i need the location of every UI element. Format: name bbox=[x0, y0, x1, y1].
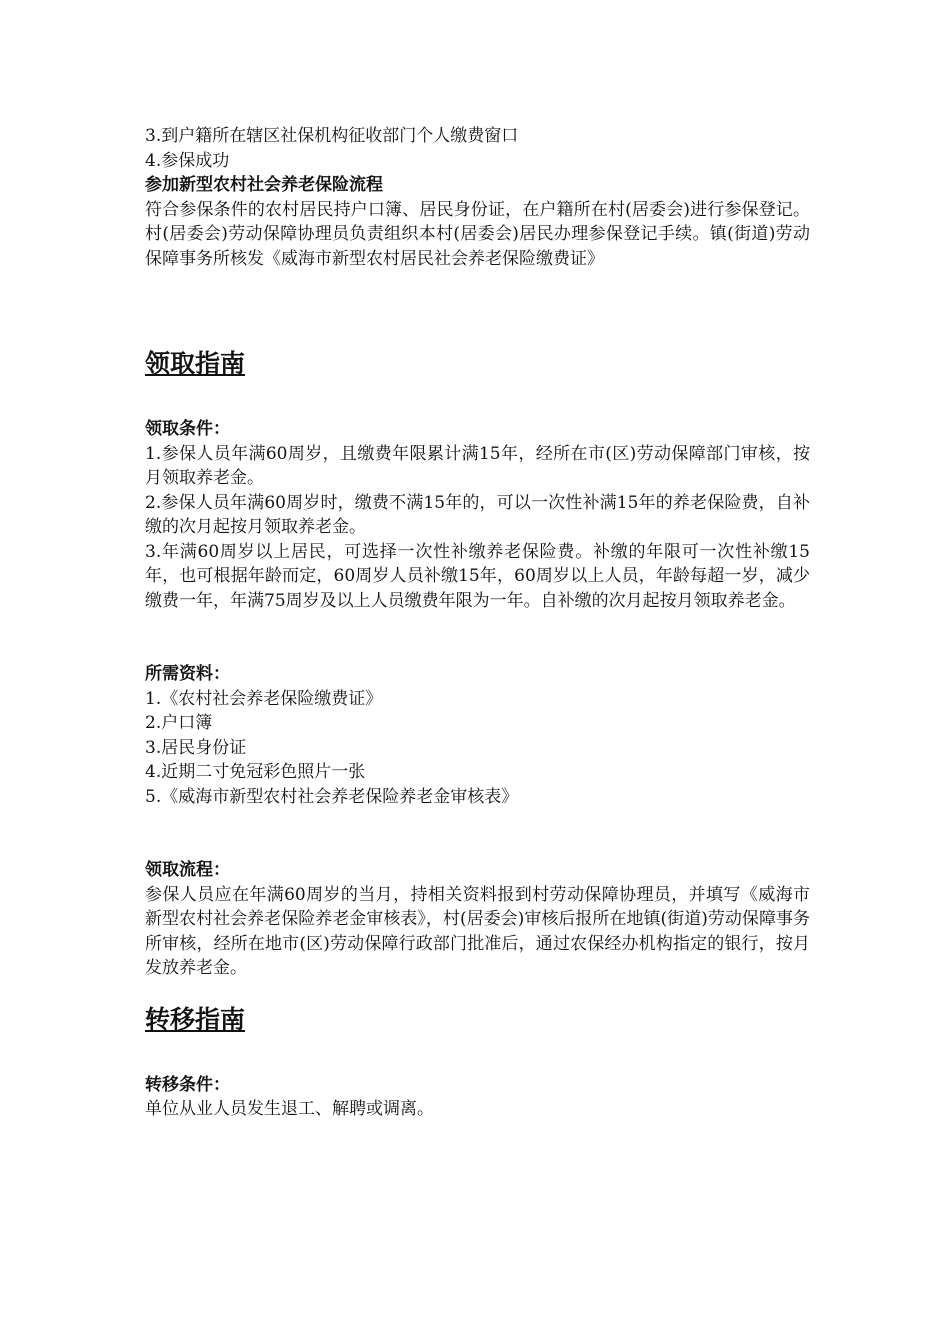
receive-guide-title: 领取指南 bbox=[145, 349, 246, 378]
transfer-conditions-text: 单位从业人员发生退工、解聘或调离。 bbox=[145, 1099, 434, 1119]
receive-condition-2: 2.参保人员年满60周岁时，缴费不满15年的，可以一次性补满15年的养老保险费，自补缴的次月起按月领取养老金。 bbox=[145, 492, 810, 537]
material-item-3: 3.居民身份证 bbox=[145, 737, 247, 758]
transfer-conditions-heading: 转移条件： bbox=[145, 1074, 230, 1095]
material-item-1: 1.《农村社会养老保险缴费证》 bbox=[145, 688, 383, 709]
material-item-4: 4.近期二寸免冠彩色照片一张 bbox=[145, 762, 366, 782]
material-item-5: 5.《威海市新型农村社会养老保险养老金审核表》 bbox=[145, 786, 519, 807]
process-heading: 参加新型农村社会养老保险流程 bbox=[145, 175, 383, 195]
flow-text: 参保人员应在年满60周岁的当月，持相关资料报到村劳动保障协理员，并填写《威海市新型农村社会养老保险养老金审核表》，村(居委会)审核后报所在地镇(街道)劳动保障事务所审核，经所在地市(区)劳动保障行政部门批准后，通过农保经办机构指定的银行，按月发放养老金。 bbox=[145, 884, 810, 978]
receive-condition-1: 1.参保人员年满60周岁，且缴费年限累计满15年，经所在市(区)劳动保障部门审核，按月领取养老金。 bbox=[145, 443, 810, 488]
receive-condition-3: 3.年满60周岁以上居民，可选择一次性补缴养老保险费。补缴的年限可一次性补缴15年，也可根据年龄而定，60周岁人员补缴15年，60周岁以上人员，年龄每超一岁，减少缴费一年，年满75周岁及以上人员缴费年限为一年。自补缴的次月起按月领取养老金。 bbox=[145, 541, 810, 611]
process-text: 符合参保条件的农村居民持户口簿、居民身份证，在户籍所在村(居委会)进行参保登记。村(居委会)劳动保障协理员负责组织本村(居委会)居民办理参保登记手续。镇(街道)劳动保障事务所核发《威海市新型农村居民社会养老保险缴费证》 bbox=[145, 199, 810, 269]
flow-heading: 领取流程： bbox=[145, 860, 230, 880]
step-3: 3.到户籍所在辖区社保机构征收部门个人缴费窗口 bbox=[145, 126, 519, 146]
transfer-guide-title: 转移指南 bbox=[145, 1004, 246, 1034]
materials-heading: 所需资料： bbox=[145, 664, 230, 684]
material-item-2: 2.户口簿 bbox=[145, 713, 213, 733]
step-4: 4.参保成功 bbox=[145, 150, 230, 171]
document-body bbox=[145, 124, 810, 1122]
receive-conditions-heading: 领取条件： bbox=[145, 419, 230, 439]
